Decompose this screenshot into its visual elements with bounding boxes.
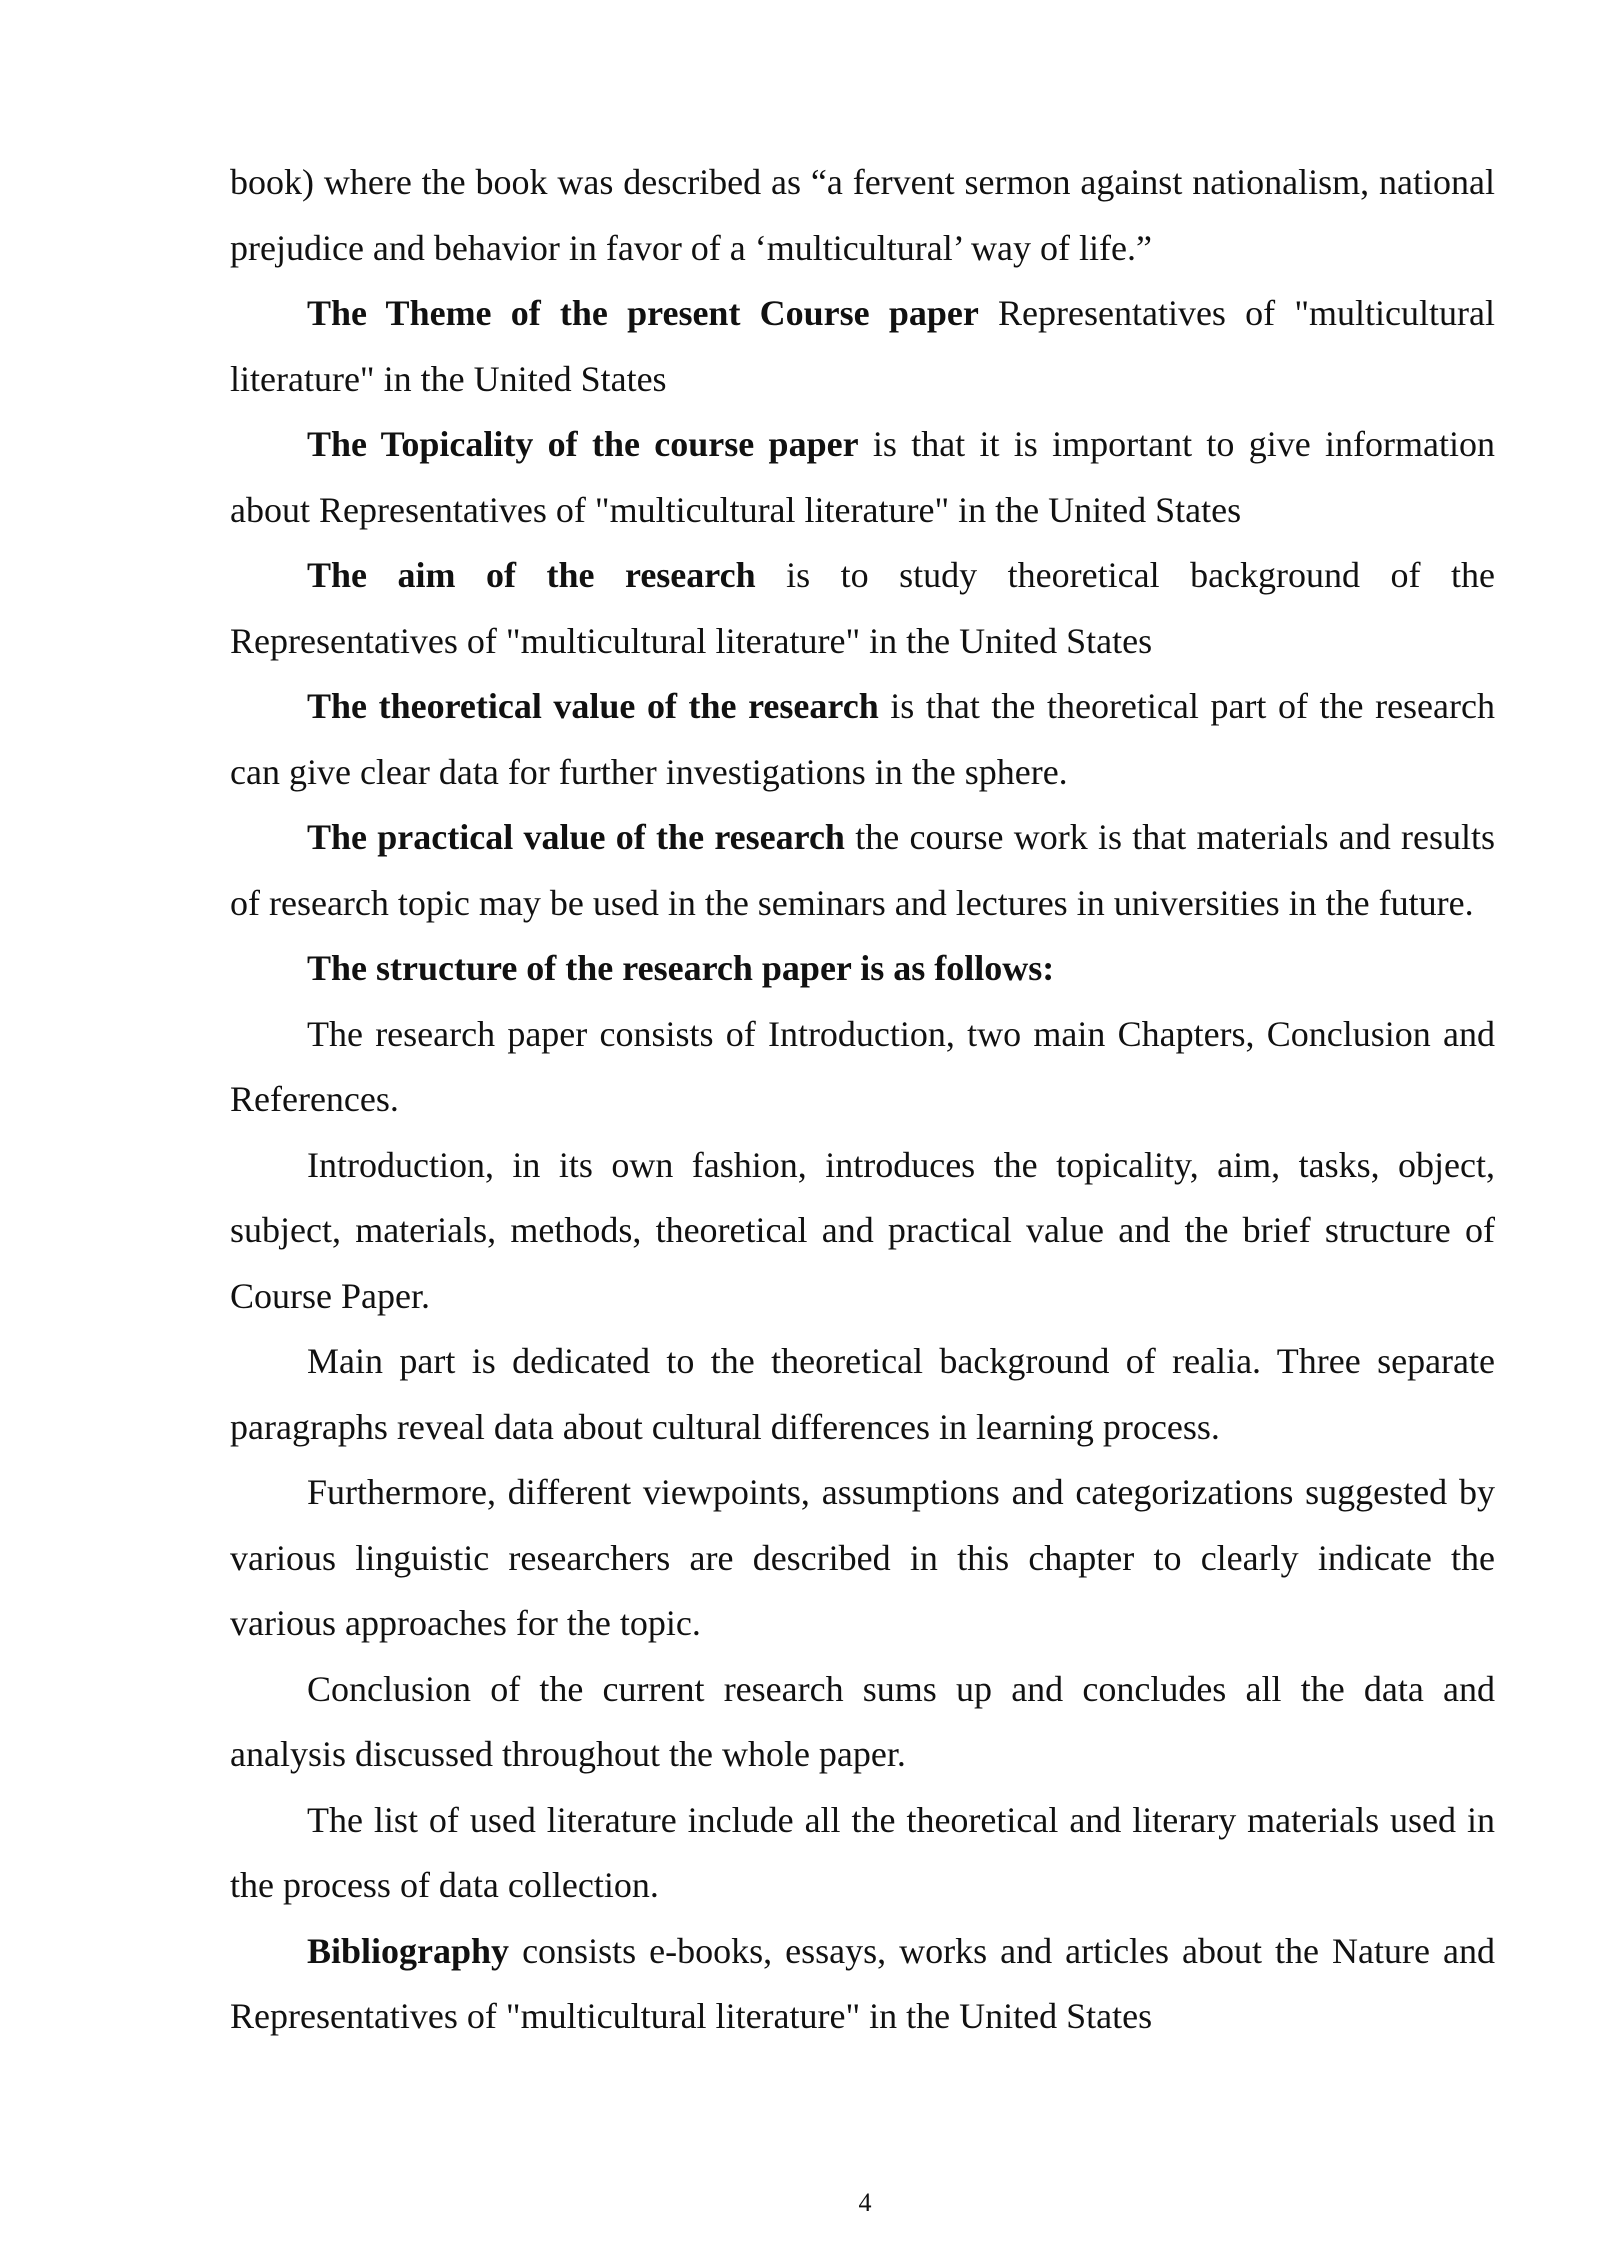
paragraph-continuation [230,150,1495,281]
paragraph-text: Furthermore, different viewpoints, assumptions and categorizations suggested by various linguistic researchers are described in this chapter to clearly indicate the various approaches for the topic. [230,1472,1495,1643]
paragraph-introduction [230,1133,1495,1330]
paragraph-viewpoints [230,1460,1495,1657]
page-number: 4 [858,2188,872,2217]
paragraph-text: is that the theoretical part of the research can give clear data for further investigations in the sphere. [230,686,1495,792]
paragraph-text: Conclusion of the current research sums up and concludes all the data and analysis discussed throughout the whole paper. [230,1668,1495,1774]
paragraph-heading: The Theme of the present Course paper [307,293,979,333]
paragraph-text: The research paper consists of Introduction, two main Chapters, Conclusion and References. [230,1013,1495,1119]
paragraph-heading: The Topicality of the course paper [307,424,859,464]
paragraph-text: is to study theoretical background of the Representatives of "multicultural literature" in the United States [230,555,1495,661]
paragraph-heading: The theoretical value of the research [307,686,879,726]
paragraph-literature-list [230,1788,1495,1919]
paragraph-text: Main part is dedicated to the theoretical background of realia. Three separate paragraphs reveal data about cultural differences in learning process. [230,1341,1495,1447]
paragraph-aim [230,543,1495,674]
paragraph-heading: The aim of the research [307,555,756,595]
paragraph-text: is that it is important to give information about Representatives of "multicultural literature" in the United States [230,424,1495,530]
paragraph-main-part [230,1329,1495,1460]
document-page [230,150,1495,2050]
paragraph-theoretical-value [230,674,1495,805]
paragraph-heading: Bibliography [307,1930,510,1971]
paragraph-topicality [230,412,1495,543]
paragraph-bibliography [230,1919,1495,2050]
paragraph-practical-value [230,805,1495,936]
paragraph-text: the course work is that materials and results of research topic may be used in the seminars and lectures in universities in the future. [230,817,1496,923]
paragraph-text: Introduction, in its own fashion, introduces the topicality, aim, tasks, object, subject, materials, methods, theoretical and practical value and the brief structure of Course Paper. [230,1144,1495,1316]
paragraph-text: The list of used literature include all the theoretical and literary materials used in the process of data collection. [230,1799,1495,1905]
paragraph-structure-heading [230,936,1495,1002]
paragraph-text: book) where the book was described as “a fervent sermon against nationalism, national prejudice and behavior in favor of a ‘multicultural’ way of life.” [230,162,1495,268]
paragraph-theme [230,281,1495,412]
paragraph-heading: The practical value of the research [307,817,845,857]
paragraph-structure [230,1002,1495,1133]
paragraph-conclusion [230,1657,1495,1788]
paragraph-text: consists e-books, essays, works and articles about the Nature and Representatives of "multicultural literature" in the United States [230,1930,1495,2036]
paragraph-heading: The structure of the research paper is as follows: [307,948,1055,988]
paragraph-text: Representatives of "multicultural literature" in the United States [230,293,1495,399]
